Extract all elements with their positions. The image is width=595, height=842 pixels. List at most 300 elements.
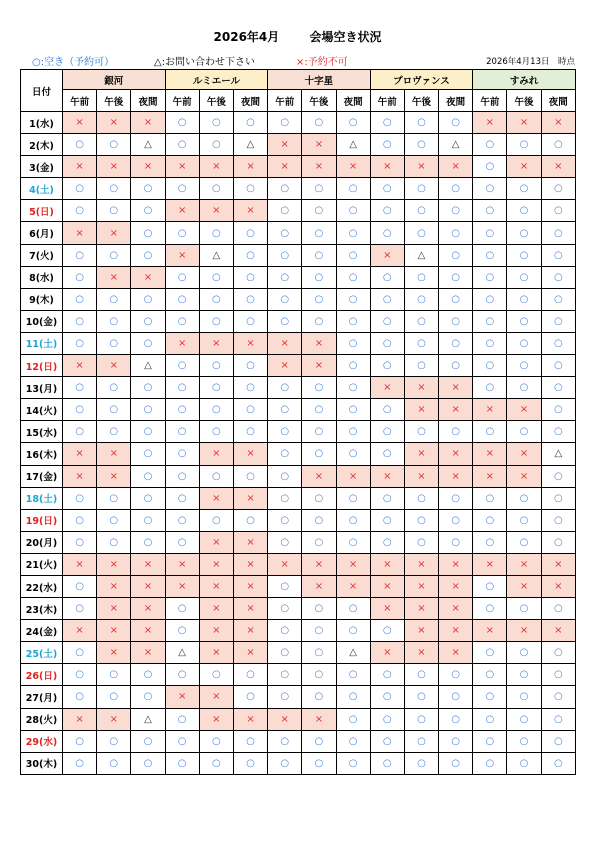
slot-cell[interactable]: [165, 575, 199, 597]
slot-cell[interactable]: [370, 620, 404, 642]
slot-cell[interactable]: [199, 288, 233, 310]
slot-cell[interactable]: [541, 642, 575, 664]
slot-cell[interactable]: [473, 553, 507, 575]
slot-cell[interactable]: [268, 575, 302, 597]
slot-cell[interactable]: [165, 598, 199, 620]
slot-cell[interactable]: [541, 156, 575, 178]
slot-cell[interactable]: [199, 222, 233, 244]
slot-cell[interactable]: [507, 310, 541, 332]
slot-cell[interactable]: [233, 509, 267, 531]
slot-cell[interactable]: [541, 421, 575, 443]
slot-cell[interactable]: [131, 642, 165, 664]
slot-cell[interactable]: [473, 244, 507, 266]
slot-cell[interactable]: [199, 752, 233, 774]
slot-cell[interactable]: [233, 730, 267, 752]
slot-cell[interactable]: [370, 487, 404, 509]
slot-cell[interactable]: [473, 134, 507, 156]
slot-cell[interactable]: [233, 575, 267, 597]
slot-cell[interactable]: [370, 598, 404, 620]
slot-cell[interactable]: [97, 134, 131, 156]
slot-cell[interactable]: [233, 598, 267, 620]
slot-cell[interactable]: [268, 487, 302, 509]
slot-cell[interactable]: [439, 487, 473, 509]
slot-cell[interactable]: [199, 399, 233, 421]
slot-cell[interactable]: [63, 288, 97, 310]
slot-cell[interactable]: [97, 531, 131, 553]
slot-cell[interactable]: [473, 310, 507, 332]
slot-cell[interactable]: [233, 620, 267, 642]
slot-cell[interactable]: [439, 178, 473, 200]
slot-cell[interactable]: [199, 620, 233, 642]
slot-cell[interactable]: [233, 288, 267, 310]
slot-cell[interactable]: [439, 266, 473, 288]
slot-cell[interactable]: [370, 708, 404, 730]
slot-cell[interactable]: [370, 531, 404, 553]
slot-cell[interactable]: [507, 752, 541, 774]
slot-cell[interactable]: [541, 465, 575, 487]
slot-cell[interactable]: [302, 487, 336, 509]
slot-cell[interactable]: [336, 310, 370, 332]
slot-cell[interactable]: [63, 686, 97, 708]
slot-cell[interactable]: [302, 399, 336, 421]
slot-cell[interactable]: [233, 222, 267, 244]
slot-cell[interactable]: [473, 664, 507, 686]
slot-cell[interactable]: [370, 377, 404, 399]
slot-cell[interactable]: [370, 642, 404, 664]
slot-cell[interactable]: [131, 686, 165, 708]
slot-cell[interactable]: [233, 708, 267, 730]
slot-cell[interactable]: [439, 112, 473, 134]
slot-cell[interactable]: [302, 355, 336, 377]
slot-cell[interactable]: [63, 553, 97, 575]
slot-cell[interactable]: [268, 664, 302, 686]
slot-cell[interactable]: [165, 664, 199, 686]
slot-cell[interactable]: [302, 642, 336, 664]
slot-cell[interactable]: [541, 752, 575, 774]
slot-cell[interactable]: [439, 465, 473, 487]
slot-cell[interactable]: [199, 575, 233, 597]
slot-cell[interactable]: [404, 156, 438, 178]
slot-cell[interactable]: [336, 156, 370, 178]
slot-cell[interactable]: [199, 730, 233, 752]
slot-cell[interactable]: [165, 134, 199, 156]
slot-cell[interactable]: [233, 752, 267, 774]
slot-cell[interactable]: [336, 487, 370, 509]
slot-cell[interactable]: [233, 244, 267, 266]
slot-cell[interactable]: [165, 509, 199, 531]
slot-cell[interactable]: [473, 332, 507, 354]
slot-cell[interactable]: [439, 553, 473, 575]
slot-cell[interactable]: [233, 134, 267, 156]
slot-cell[interactable]: [131, 222, 165, 244]
slot-cell[interactable]: [507, 686, 541, 708]
slot-cell[interactable]: [302, 156, 336, 178]
slot-cell[interactable]: [404, 112, 438, 134]
slot-cell[interactable]: [473, 752, 507, 774]
slot-cell[interactable]: [507, 355, 541, 377]
slot-cell[interactable]: [165, 200, 199, 222]
slot-cell[interactable]: [199, 531, 233, 553]
slot-cell[interactable]: [439, 134, 473, 156]
slot-cell[interactable]: [302, 266, 336, 288]
slot-cell[interactable]: [131, 752, 165, 774]
slot-cell[interactable]: [268, 642, 302, 664]
slot-cell[interactable]: [439, 598, 473, 620]
slot-cell[interactable]: [97, 222, 131, 244]
slot-cell[interactable]: [97, 421, 131, 443]
slot-cell[interactable]: [97, 730, 131, 752]
slot-cell[interactable]: [404, 200, 438, 222]
slot-cell[interactable]: [541, 200, 575, 222]
slot-cell[interactable]: [507, 465, 541, 487]
slot-cell[interactable]: [233, 664, 267, 686]
slot-cell[interactable]: [541, 332, 575, 354]
slot-cell[interactable]: [97, 266, 131, 288]
slot-cell[interactable]: [439, 664, 473, 686]
slot-cell[interactable]: [370, 244, 404, 266]
slot-cell[interactable]: [336, 399, 370, 421]
slot-cell[interactable]: [473, 620, 507, 642]
slot-cell[interactable]: [336, 686, 370, 708]
slot-cell[interactable]: [473, 708, 507, 730]
slot-cell[interactable]: [131, 598, 165, 620]
slot-cell[interactable]: [439, 200, 473, 222]
slot-cell[interactable]: [404, 244, 438, 266]
slot-cell[interactable]: [507, 288, 541, 310]
slot-cell[interactable]: [233, 531, 267, 553]
slot-cell[interactable]: [507, 222, 541, 244]
slot-cell[interactable]: [63, 200, 97, 222]
slot-cell[interactable]: [165, 112, 199, 134]
slot-cell[interactable]: [507, 156, 541, 178]
slot-cell[interactable]: [97, 310, 131, 332]
slot-cell[interactable]: [165, 487, 199, 509]
slot-cell[interactable]: [302, 200, 336, 222]
slot-cell[interactable]: [268, 112, 302, 134]
slot-cell[interactable]: [131, 443, 165, 465]
slot-cell[interactable]: [507, 399, 541, 421]
slot-cell[interactable]: [97, 288, 131, 310]
slot-cell[interactable]: [233, 266, 267, 288]
slot-cell[interactable]: [370, 730, 404, 752]
slot-cell[interactable]: [63, 730, 97, 752]
slot-cell[interactable]: [439, 377, 473, 399]
slot-cell[interactable]: [473, 686, 507, 708]
slot-cell[interactable]: [541, 288, 575, 310]
slot-cell[interactable]: [336, 288, 370, 310]
slot-cell[interactable]: [97, 642, 131, 664]
slot-cell[interactable]: [302, 222, 336, 244]
slot-cell[interactable]: [302, 598, 336, 620]
slot-cell[interactable]: [199, 156, 233, 178]
slot-cell[interactable]: [370, 421, 404, 443]
slot-cell[interactable]: [336, 752, 370, 774]
slot-cell[interactable]: [439, 620, 473, 642]
slot-cell[interactable]: [131, 332, 165, 354]
slot-cell[interactable]: [507, 730, 541, 752]
slot-cell[interactable]: [97, 575, 131, 597]
slot-cell[interactable]: [131, 244, 165, 266]
slot-cell[interactable]: [439, 575, 473, 597]
slot-cell[interactable]: [370, 399, 404, 421]
slot-cell[interactable]: [268, 465, 302, 487]
slot-cell[interactable]: [336, 421, 370, 443]
slot-cell[interactable]: [63, 664, 97, 686]
slot-cell[interactable]: [63, 509, 97, 531]
slot-cell[interactable]: [63, 310, 97, 332]
slot-cell[interactable]: [370, 310, 404, 332]
slot-cell[interactable]: [131, 134, 165, 156]
slot-cell[interactable]: [268, 134, 302, 156]
slot-cell[interactable]: [268, 598, 302, 620]
slot-cell[interactable]: [165, 752, 199, 774]
slot-cell[interactable]: [63, 487, 97, 509]
slot-cell[interactable]: [336, 708, 370, 730]
slot-cell[interactable]: [302, 310, 336, 332]
slot-cell[interactable]: [165, 377, 199, 399]
slot-cell[interactable]: [507, 664, 541, 686]
slot-cell[interactable]: [336, 332, 370, 354]
slot-cell[interactable]: [336, 575, 370, 597]
slot-cell[interactable]: [131, 399, 165, 421]
slot-cell[interactable]: [131, 421, 165, 443]
slot-cell[interactable]: [473, 377, 507, 399]
slot-cell[interactable]: [63, 421, 97, 443]
slot-cell[interactable]: [97, 509, 131, 531]
slot-cell[interactable]: [473, 509, 507, 531]
slot-cell[interactable]: [507, 200, 541, 222]
slot-cell[interactable]: [131, 377, 165, 399]
slot-cell[interactable]: [302, 708, 336, 730]
slot-cell[interactable]: [541, 222, 575, 244]
slot-cell[interactable]: [165, 310, 199, 332]
slot-cell[interactable]: [404, 399, 438, 421]
slot-cell[interactable]: [439, 156, 473, 178]
slot-cell[interactable]: [63, 112, 97, 134]
slot-cell[interactable]: [404, 288, 438, 310]
slot-cell[interactable]: [233, 178, 267, 200]
slot-cell[interactable]: [233, 487, 267, 509]
slot-cell[interactable]: [233, 377, 267, 399]
slot-cell[interactable]: [439, 244, 473, 266]
slot-cell[interactable]: [131, 266, 165, 288]
slot-cell[interactable]: [63, 222, 97, 244]
slot-cell[interactable]: [199, 377, 233, 399]
slot-cell[interactable]: [165, 399, 199, 421]
slot-cell[interactable]: [199, 465, 233, 487]
slot-cell[interactable]: [233, 443, 267, 465]
slot-cell[interactable]: [63, 443, 97, 465]
slot-cell[interactable]: [302, 288, 336, 310]
slot-cell[interactable]: [370, 112, 404, 134]
slot-cell[interactable]: [63, 620, 97, 642]
slot-cell[interactable]: [233, 332, 267, 354]
slot-cell[interactable]: [97, 377, 131, 399]
slot-cell[interactable]: [199, 112, 233, 134]
slot-cell[interactable]: [439, 642, 473, 664]
slot-cell[interactable]: [268, 266, 302, 288]
slot-cell[interactable]: [131, 487, 165, 509]
slot-cell[interactable]: [404, 443, 438, 465]
slot-cell[interactable]: [541, 377, 575, 399]
slot-cell[interactable]: [507, 266, 541, 288]
slot-cell[interactable]: [404, 730, 438, 752]
slot-cell[interactable]: [473, 156, 507, 178]
slot-cell[interactable]: [165, 730, 199, 752]
slot-cell[interactable]: [473, 222, 507, 244]
slot-cell[interactable]: [268, 730, 302, 752]
slot-cell[interactable]: [541, 730, 575, 752]
slot-cell[interactable]: [439, 310, 473, 332]
slot-cell[interactable]: [370, 752, 404, 774]
slot-cell[interactable]: [199, 642, 233, 664]
slot-cell[interactable]: [165, 288, 199, 310]
slot-cell[interactable]: [302, 377, 336, 399]
slot-cell[interactable]: [404, 531, 438, 553]
slot-cell[interactable]: [131, 288, 165, 310]
slot-cell[interactable]: [131, 465, 165, 487]
slot-cell[interactable]: [199, 487, 233, 509]
slot-cell[interactable]: [336, 112, 370, 134]
slot-cell[interactable]: [97, 200, 131, 222]
slot-cell[interactable]: [370, 288, 404, 310]
slot-cell[interactable]: [199, 244, 233, 266]
slot-cell[interactable]: [63, 642, 97, 664]
slot-cell[interactable]: [370, 200, 404, 222]
slot-cell[interactable]: [541, 708, 575, 730]
slot-cell[interactable]: [97, 664, 131, 686]
slot-cell[interactable]: [370, 664, 404, 686]
slot-cell[interactable]: [404, 509, 438, 531]
slot-cell[interactable]: [97, 332, 131, 354]
slot-cell[interactable]: [131, 355, 165, 377]
slot-cell[interactable]: [199, 553, 233, 575]
slot-cell[interactable]: [404, 377, 438, 399]
slot-cell[interactable]: [404, 465, 438, 487]
slot-cell[interactable]: [507, 575, 541, 597]
slot-cell[interactable]: [63, 156, 97, 178]
slot-cell[interactable]: [199, 509, 233, 531]
slot-cell[interactable]: [336, 598, 370, 620]
slot-cell[interactable]: [541, 509, 575, 531]
slot-cell[interactable]: [370, 443, 404, 465]
slot-cell[interactable]: [63, 377, 97, 399]
slot-cell[interactable]: [507, 421, 541, 443]
slot-cell[interactable]: [165, 222, 199, 244]
slot-cell[interactable]: [199, 686, 233, 708]
slot-cell[interactable]: [63, 178, 97, 200]
slot-cell[interactable]: [507, 509, 541, 531]
slot-cell[interactable]: [199, 134, 233, 156]
slot-cell[interactable]: [439, 708, 473, 730]
slot-cell[interactable]: [165, 642, 199, 664]
slot-cell[interactable]: [336, 509, 370, 531]
slot-cell[interactable]: [541, 598, 575, 620]
slot-cell[interactable]: [439, 332, 473, 354]
slot-cell[interactable]: [404, 664, 438, 686]
slot-cell[interactable]: [336, 531, 370, 553]
slot-cell[interactable]: [473, 575, 507, 597]
slot-cell[interactable]: [336, 664, 370, 686]
slot-cell[interactable]: [97, 465, 131, 487]
slot-cell[interactable]: [404, 332, 438, 354]
slot-cell[interactable]: [97, 443, 131, 465]
slot-cell[interactable]: [404, 222, 438, 244]
slot-cell[interactable]: [199, 178, 233, 200]
slot-cell[interactable]: [97, 399, 131, 421]
slot-cell[interactable]: [507, 708, 541, 730]
slot-cell[interactable]: [233, 642, 267, 664]
slot-cell[interactable]: [302, 244, 336, 266]
slot-cell[interactable]: [439, 399, 473, 421]
slot-cell[interactable]: [302, 664, 336, 686]
slot-cell[interactable]: [541, 244, 575, 266]
slot-cell[interactable]: [302, 686, 336, 708]
slot-cell[interactable]: [507, 531, 541, 553]
slot-cell[interactable]: [302, 178, 336, 200]
slot-cell[interactable]: [131, 664, 165, 686]
slot-cell[interactable]: [165, 332, 199, 354]
slot-cell[interactable]: [131, 708, 165, 730]
slot-cell[interactable]: [541, 487, 575, 509]
slot-cell[interactable]: [131, 509, 165, 531]
slot-cell[interactable]: [97, 355, 131, 377]
slot-cell[interactable]: [268, 443, 302, 465]
slot-cell[interactable]: [233, 553, 267, 575]
slot-cell[interactable]: [404, 708, 438, 730]
slot-cell[interactable]: [404, 266, 438, 288]
slot-cell[interactable]: [439, 730, 473, 752]
slot-cell[interactable]: [302, 553, 336, 575]
slot-cell[interactable]: [439, 222, 473, 244]
slot-cell[interactable]: [63, 708, 97, 730]
slot-cell[interactable]: [404, 487, 438, 509]
slot-cell[interactable]: [268, 222, 302, 244]
slot-cell[interactable]: [97, 620, 131, 642]
slot-cell[interactable]: [336, 222, 370, 244]
slot-cell[interactable]: [268, 156, 302, 178]
slot-cell[interactable]: [370, 178, 404, 200]
slot-cell[interactable]: [541, 575, 575, 597]
slot-cell[interactable]: [473, 355, 507, 377]
slot-cell[interactable]: [165, 244, 199, 266]
slot-cell[interactable]: [507, 443, 541, 465]
slot-cell[interactable]: [336, 244, 370, 266]
slot-cell[interactable]: [233, 465, 267, 487]
slot-cell[interactable]: [370, 134, 404, 156]
slot-cell[interactable]: [268, 200, 302, 222]
slot-cell[interactable]: [541, 266, 575, 288]
slot-cell[interactable]: [336, 200, 370, 222]
slot-cell[interactable]: [541, 178, 575, 200]
slot-cell[interactable]: [439, 752, 473, 774]
slot-cell[interactable]: [63, 531, 97, 553]
slot-cell[interactable]: [165, 620, 199, 642]
slot-cell[interactable]: [336, 553, 370, 575]
slot-cell[interactable]: [268, 332, 302, 354]
slot-cell[interactable]: [302, 575, 336, 597]
slot-cell[interactable]: [302, 752, 336, 774]
slot-cell[interactable]: [507, 377, 541, 399]
slot-cell[interactable]: [404, 310, 438, 332]
slot-cell[interactable]: [370, 156, 404, 178]
slot-cell[interactable]: [165, 178, 199, 200]
slot-cell[interactable]: [336, 134, 370, 156]
slot-cell[interactable]: [199, 421, 233, 443]
slot-cell[interactable]: [541, 134, 575, 156]
slot-cell[interactable]: [302, 531, 336, 553]
slot-cell[interactable]: [165, 355, 199, 377]
